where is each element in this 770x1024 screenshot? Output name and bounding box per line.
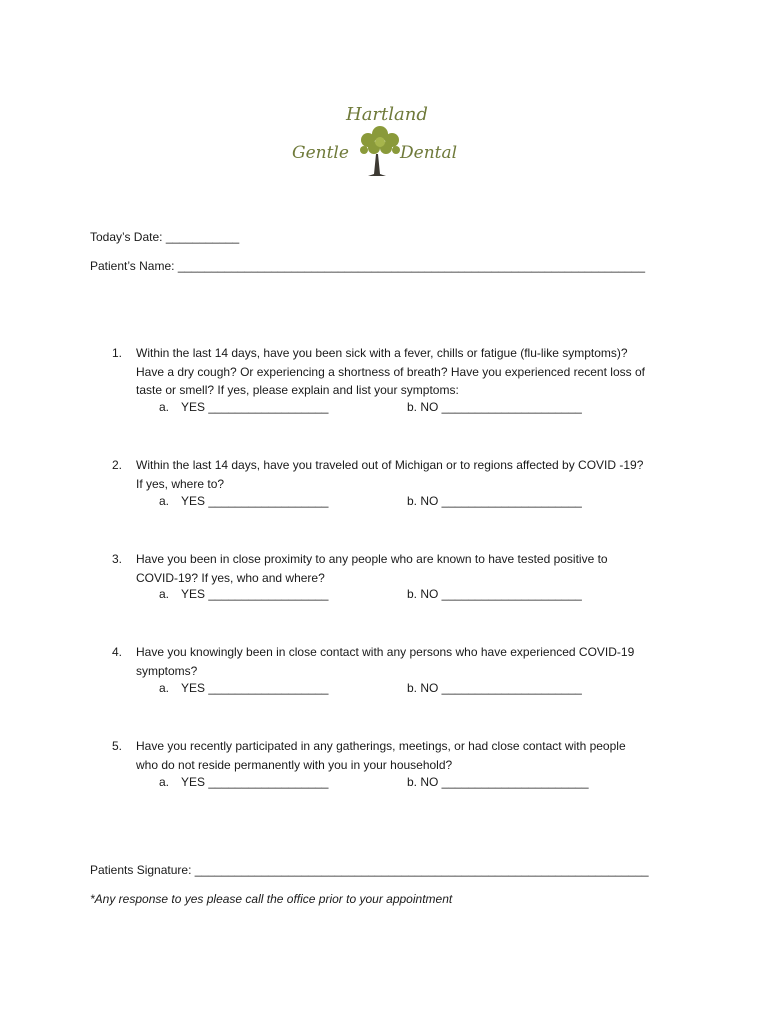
option-a-label: a. <box>159 775 170 789</box>
question-number: 1. <box>112 346 123 360</box>
option-a-label: a. <box>159 400 170 414</box>
option-a-label: a. <box>159 494 170 508</box>
practice-logo <box>288 96 484 182</box>
no-answer-field[interactable]: b. NO _____________________ <box>407 400 582 414</box>
question-number: 3. <box>112 552 123 566</box>
option-a-label: a. <box>159 681 170 695</box>
no-answer-field[interactable]: b. NO _____________________ <box>407 681 582 695</box>
no-answer-field[interactable]: b. NO _____________________ <box>407 587 582 601</box>
yes-answer-field[interactable]: YES __________________ <box>181 775 329 789</box>
question-text: Have you been in close proximity to any people who are known to have tested positive to COVID-19? If yes, who and where? <box>136 552 608 585</box>
yes-answer-field[interactable]: YES __________________ <box>181 681 329 695</box>
question-5 <box>112 737 682 774</box>
question-number: 4. <box>112 645 123 659</box>
svg-text:Gentle: Gentle <box>292 143 349 163</box>
yes-answer-field[interactable]: YES __________________ <box>181 587 329 601</box>
patient-signature-field[interactable]: Patients Signature: ____________________________________________________________________ <box>90 863 649 877</box>
question-3 <box>112 550 682 587</box>
question-text: Have you recently participated in any gatherings, meetings, or had close contact with people who do not reside permanently with you in your household? <box>136 739 626 772</box>
question-1 <box>112 344 682 400</box>
tree-logo-icon <box>288 96 484 182</box>
question-text: Within the last 14 days, have you been sick with a fever, chills or fatigue (flu-like symptoms)? Have a dry cough? Or experiencing a shortness of breath? Have you experienced recent loss of taste or smell? If yes, please explain and list your symptoms: <box>136 346 645 397</box>
svg-text:Dental: Dental <box>400 143 458 163</box>
question-2 <box>112 456 682 493</box>
question-number: 2. <box>112 458 123 472</box>
yes-answer-field[interactable]: YES __________________ <box>181 400 329 414</box>
footnote: *Any response to yes please call the office prior to your appointment <box>90 892 453 906</box>
question-text: Within the last 14 days, have you traveled out of Michigan or to regions affected by COVID -19? If yes, where to? <box>136 458 644 491</box>
no-answer-field[interactable]: b. NO ______________________ <box>407 775 589 789</box>
option-a-label: a. <box>159 587 170 601</box>
question-number: 5. <box>112 739 123 753</box>
todays-date-field[interactable]: Today’s Date: ___________ <box>90 230 240 244</box>
svg-text:Hartland: Hartland <box>346 104 428 125</box>
no-answer-field[interactable]: b. NO _____________________ <box>407 494 582 508</box>
yes-answer-field[interactable]: YES __________________ <box>181 494 329 508</box>
patient-name-field[interactable]: Patient’s Name: ______________________________________________________________________ <box>90 259 645 273</box>
question-4 <box>112 643 682 680</box>
question-text: Have you knowingly been in close contact with any persons who have experienced COVID-19 symptoms? <box>136 645 635 678</box>
